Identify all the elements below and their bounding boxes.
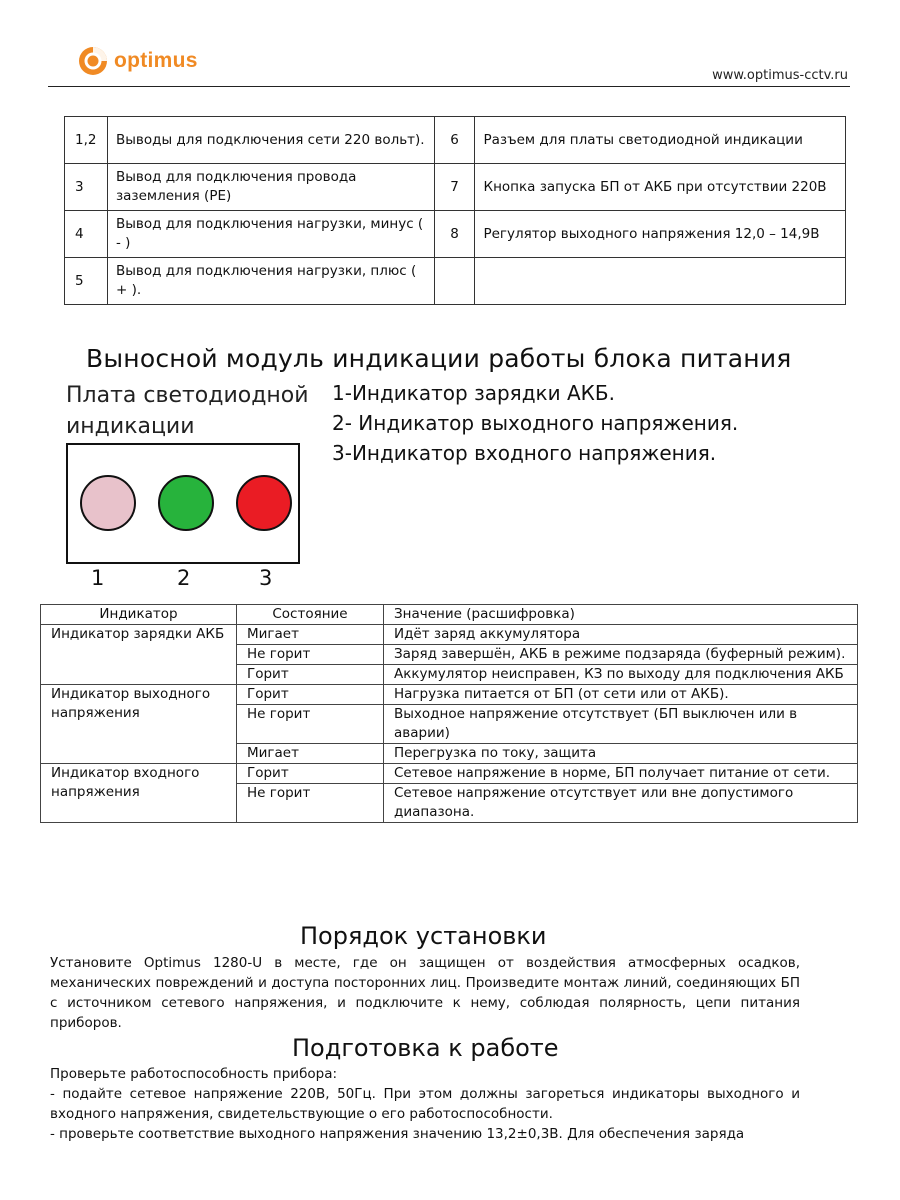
indicator-meaning: Нагрузка питается от БП (от сети или от АКБ). bbox=[384, 685, 858, 705]
brand-logo bbox=[78, 46, 198, 76]
led-output-indicator bbox=[158, 475, 214, 531]
led-number-2: 2 bbox=[177, 566, 191, 590]
header-divider bbox=[48, 86, 850, 87]
indicator-state: Горит bbox=[237, 665, 384, 685]
indicator-state: Мигает bbox=[237, 744, 384, 764]
pins-row bbox=[65, 164, 846, 211]
site-url[interactable]: www.optimus-cctv.ru bbox=[712, 68, 848, 83]
indicator-table-header bbox=[41, 605, 858, 625]
indicator-state: Не горит bbox=[237, 705, 384, 744]
legend-item-2: 2- Индикатор выходного напряжения. bbox=[332, 411, 739, 435]
pins-cell-n2 bbox=[434, 258, 475, 305]
indicator-state: Не горит bbox=[237, 784, 384, 823]
indicator-row bbox=[41, 764, 858, 784]
led-board bbox=[66, 443, 300, 564]
pins-cell-d1: Вывод для подключения нагрузки, минус ( - ) bbox=[107, 211, 434, 258]
led-number-3: 3 bbox=[259, 566, 273, 590]
header-state: Состояние bbox=[237, 605, 384, 625]
indicator-table bbox=[40, 604, 858, 823]
logo-text: optimus bbox=[114, 49, 198, 72]
indicator-name: Индикатор выходного напряжения bbox=[41, 685, 237, 764]
pins-cell-d1: Вывод для подключения провода заземления (PE) bbox=[107, 164, 434, 211]
pins-row bbox=[65, 117, 846, 164]
pins-cell-n1: 5 bbox=[65, 258, 108, 305]
pins-row bbox=[65, 211, 846, 258]
pins-cell-n1: 1,2 bbox=[65, 117, 108, 164]
pins-cell-d2: Регулятор выходного напряжения 12,0 – 14,9В bbox=[475, 211, 846, 258]
indicator-meaning: Идёт заряд аккумулятора bbox=[384, 625, 858, 645]
pins-cell-d2: Разъем для платы светодиодной индикации bbox=[475, 117, 846, 164]
led-legend bbox=[332, 378, 738, 468]
header-indicator: Индикатор bbox=[41, 605, 237, 625]
install-text: Установите Optimus 1280-U в месте, где он защищен от воздействия атмосферных осадков, механических повреждений и доступа посторонних лиц. Произведите монтаж линий, соединяющих БП с источником сетевого напряжения, и подключите к нему, соблюдая полярность, цепи питания приборов. bbox=[50, 955, 800, 1031]
prepare-intro: Проверьте работоспособность прибора: bbox=[50, 1066, 338, 1082]
prepare-body bbox=[50, 1064, 800, 1144]
indicator-row bbox=[41, 685, 858, 705]
led-number-1: 1 bbox=[91, 566, 105, 590]
indicator-meaning: Заряд завершён, АКБ в режиме подзаряда (буферный режим). bbox=[384, 645, 858, 665]
pins-row bbox=[65, 258, 846, 305]
indicator-name: Индикатор входного напряжения bbox=[41, 764, 237, 823]
indicator-meaning: Сетевое напряжение в норме, БП получает питание от сети. bbox=[384, 764, 858, 784]
pins-cell-d2: Кнопка запуска БП от АКБ при отсутствии 220В bbox=[475, 164, 846, 211]
indicator-meaning: Аккумулятор неисправен, КЗ по выходу для подключения АКБ bbox=[384, 665, 858, 685]
install-title: Порядок установки bbox=[300, 922, 547, 950]
pins-cell-n2: 8 bbox=[434, 211, 475, 258]
indicator-state: Мигает bbox=[237, 625, 384, 645]
prepare-item-2: - проверьте соответствие выходного напряжения значению 13,2±0,3В. Для обеспечения заряда bbox=[50, 1126, 745, 1142]
header-meaning: Значение (расшифровка) bbox=[384, 605, 858, 625]
indicator-name: Индикатор зарядки АКБ bbox=[41, 625, 237, 685]
legend-item-3: 3-Индикатор входного напряжения. bbox=[332, 441, 717, 465]
prepare-item-1: - подайте сетевое напряжение 220В, 50Гц. При этом должны загореться индикаторы выходного и входного напряжения, свидетельствующие о его работоспособности. bbox=[50, 1086, 800, 1122]
board-label-line-2: индикации bbox=[66, 414, 195, 439]
indicator-meaning: Перегрузка по току, защита bbox=[384, 744, 858, 764]
pins-cell-d2 bbox=[475, 258, 846, 305]
pins-cell-d1: Вывод для подключения нагрузки, плюс ( + ). bbox=[107, 258, 434, 305]
indicator-meaning: Выходное напряжение отсутствует (БП выключен или в аварии) bbox=[384, 705, 858, 744]
indicator-meaning: Сетевое напряжение отсутствует или вне допустимого диапазона. bbox=[384, 784, 858, 823]
pins-cell-n2: 7 bbox=[434, 164, 475, 211]
pins-cell-d1: Выводы для подключения сети 220 вольт). bbox=[107, 117, 434, 164]
pins-cell-n1: 4 bbox=[65, 211, 108, 258]
pins-table bbox=[64, 116, 846, 305]
board-label-line-1: Плата светодиодной bbox=[66, 383, 309, 408]
indicator-state: Горит bbox=[237, 685, 384, 705]
indicator-row bbox=[41, 625, 858, 645]
indicator-state: Горит bbox=[237, 764, 384, 784]
module-title: Выносной модуль индикации работы блока питания bbox=[86, 344, 792, 373]
led-input-indicator bbox=[236, 475, 292, 531]
legend-item-1: 1-Индикатор зарядки АКБ. bbox=[332, 381, 615, 405]
prepare-title: Подготовка к работе bbox=[292, 1034, 559, 1062]
pins-cell-n1: 3 bbox=[65, 164, 108, 211]
optimus-logo-icon bbox=[78, 46, 108, 76]
board-label bbox=[66, 380, 309, 442]
indicator-state: Не горит bbox=[237, 645, 384, 665]
pins-cell-n2: 6 bbox=[434, 117, 475, 164]
led-charge-indicator bbox=[80, 475, 136, 531]
